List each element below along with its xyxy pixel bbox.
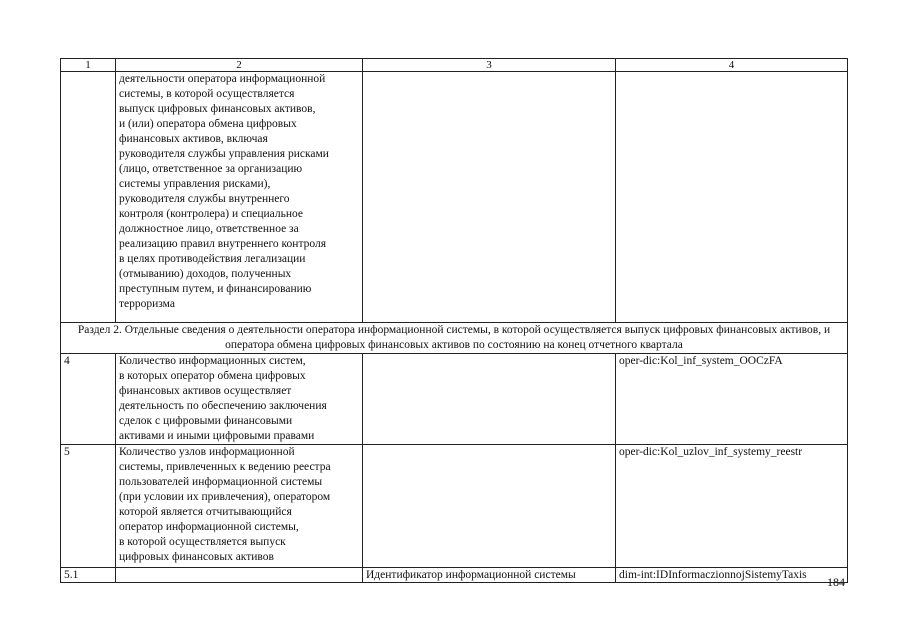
section-row: [61, 323, 848, 354]
row-code-cell: oper-dic:Kol_uzlov_inf_systemy_reestr: [616, 445, 848, 568]
header-cell: 2: [116, 59, 363, 72]
header-cell: 4: [616, 59, 848, 72]
row-col3-cell: Идентификатор информационной системы: [363, 568, 616, 583]
row-code-cell: oper-dic:Kol_inf_system_OOCzFA: [616, 354, 848, 445]
row-col3-cell: [363, 445, 616, 568]
table-row: [61, 72, 848, 323]
header-cell: 3: [363, 59, 616, 72]
row-number-cell: [61, 72, 116, 323]
row-description-cell: деятельности оператора информационной системы, в которой осуществляется выпуск цифровых финансовых активов, и (или) оператора обмена цифровых финансовых активов, включая руководителя службы управления рисками (лицо, ответственное за организацию системы управления рисками), руководителя службы внутреннего контроля (контролера) и специальное должностное лицо, ответственное за реализацию правил внутреннего контроля в целях противодействия легализации (отмыванию) доходов, полученных преступным путем, и финансированию терроризма: [116, 72, 363, 323]
table-header-row: [61, 59, 848, 72]
row-code-cell: dim-int:IDInformaczionnojSistemyTaxis: [616, 568, 848, 583]
section-title: Раздел 2. Отдельные сведения о деятельности оператора информационной системы, в которой осуществляется выпуск цифровых финансовых активов, и оператора обмена цифровых финансовых активов по состоянию на конец отчетного квартала: [61, 323, 848, 354]
row-description-cell: Количество информационных систем, в которых оператор обмена цифровых финансовых активов осуществляет деятельность по обеспечению заключения сделок с цифровыми финансовыми активами и иными цифровыми правами: [116, 354, 363, 445]
row-number-cell: 4: [61, 354, 116, 445]
row-code-cell: [616, 72, 848, 323]
row-col3-cell: [363, 354, 616, 445]
row-number-cell: 5.1: [61, 568, 116, 583]
table-row: [61, 445, 848, 568]
row-description-cell: Количество узлов информационной системы, привлеченных к ведению реестра пользователей информационной системы (при условии их привлечения), оператором которой является отчитывающийся оператор информационной системы, в которой осуществляется выпуск цифровых финансовых активов: [116, 445, 363, 568]
header-cell: 1: [61, 59, 116, 72]
table-row: [61, 568, 848, 583]
row-description-cell: [116, 568, 363, 583]
row-col3-cell: [363, 72, 616, 323]
form-table: [60, 58, 848, 583]
table-row: [61, 354, 848, 445]
row-number-cell: 5: [61, 445, 116, 568]
page-number: 184: [827, 575, 845, 589]
